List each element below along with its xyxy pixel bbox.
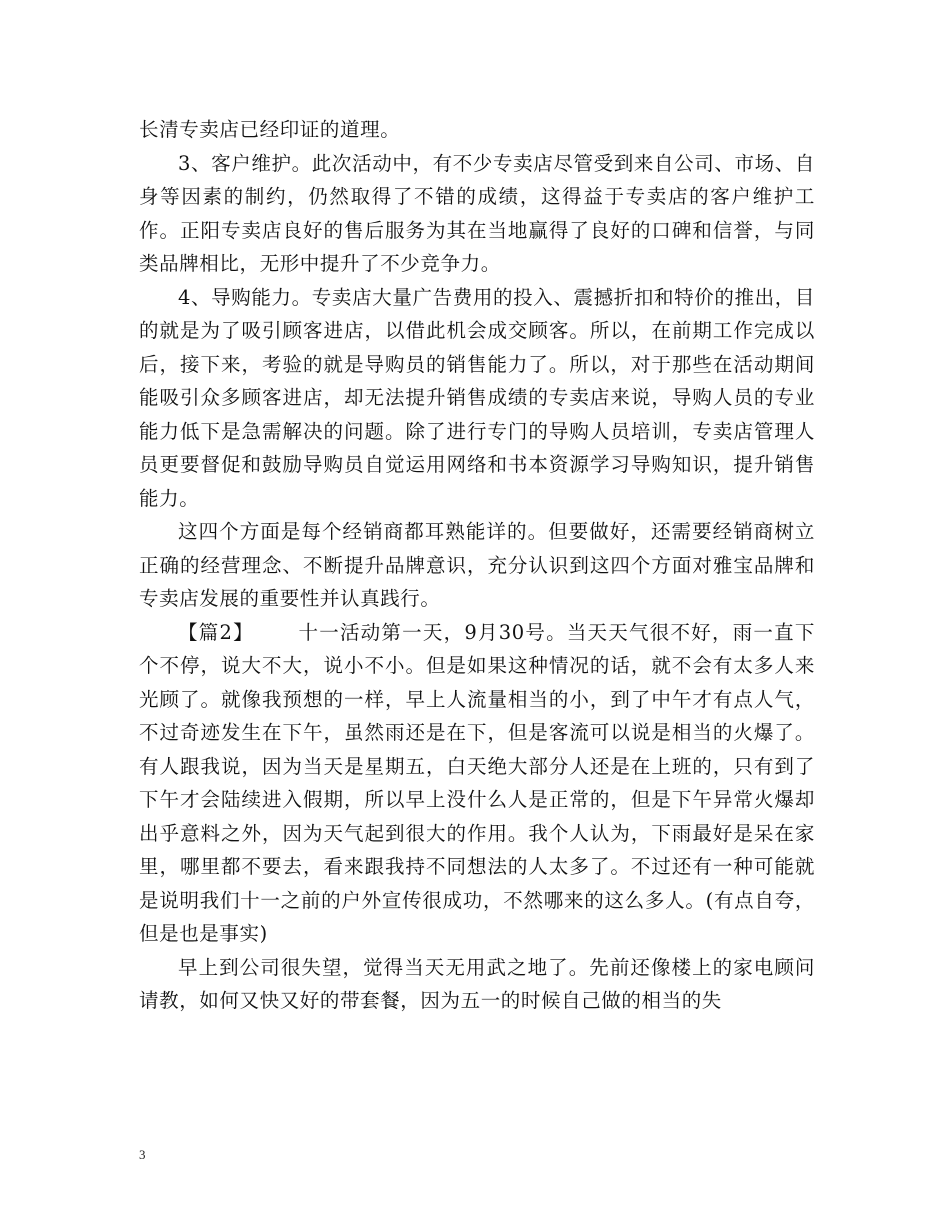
paragraph-section-2 bbox=[139, 616, 815, 951]
paragraph-summary: 这四个方面是每个经销商都耳熟能详的。但要做好，还需要经销商树立正确的经营理念、不断提升品牌意识，充分认识到这四个方面对雅宝品牌和专卖店发展的重要性并认真践行。 bbox=[139, 520, 815, 610]
paragraph-sales-guide-ability: 4、导购能力。专卖店大量广告费用的投入、震撼折扣和特价的推出，目的就是为了吸引顾客进店，以借此机会成交顾客。所以，在前期工作完成以后，接下来，考验的就是导购员的销售能力了。所以，对于那些在活动期间能吸引众多顾客进店，却无法提升销售成绩的专卖店来说，导购人员的专业能力低下是急需解决的问题。除了进行专门的导购人员培训，专卖店管理人员更要督促和鼓励导购员自觉运用网络和书本资源学习导购知识，提升销售能力。 bbox=[139, 285, 815, 510]
paragraph-morning: 早上到公司很失望，觉得当天无用武之地了。先前还像楼上的家电顾问请教，如何又快又好的带套餐，因为五一的时候自己做的相当的失 bbox=[139, 955, 815, 1012]
page-number: 3 bbox=[139, 1147, 146, 1162]
document-body bbox=[139, 113, 815, 1018]
paragraph-continuation: 长清专卖店已经印证的道理。 bbox=[139, 118, 401, 141]
paragraph-customer-maintenance: 3、客户维护。此次活动中，有不少专卖店尽管受到来自公司、市场、自身等因素的制约，仍然取得了不错的成绩，这得益于专卖店的客户维护工作。正阳专卖店良好的售后服务为其在当地赢得了良好的口碑和信誉，与同类品牌相比，无形中提升了不少竞争力。 bbox=[139, 151, 815, 275]
section-2-text: 十一活动第一天，9月30号。当天天气很不好，雨一直下个不停，说大不大，说小不小。但是如果这种情况的话，就不会有太多人来光顾了。就像我预想的一样，早上人流量相当的小，到了中午才有点人气，不过奇迹发生在下午，虽然雨还是在下，但是客流可以说是相当的火爆了。有人跟我说，因为当天是星期五，白天绝大部分人还是在上班的，只有到了下午才会陆续进入假期，所以早上没什么人是正常的，但是下午异常火爆却出乎意料之外，因为天气起到很大的作用。我个人认为，下雨最好是呆在家里，哪里都不要去，看来跟我持不同想法的人太多了。不过还有一种可能就是说明我们十一之前的户外宣传很成功，不然哪来的这么多人。(有点自夸，但是也是事实) bbox=[139, 620, 815, 945]
section-label: 【篇2】 bbox=[178, 620, 254, 644]
